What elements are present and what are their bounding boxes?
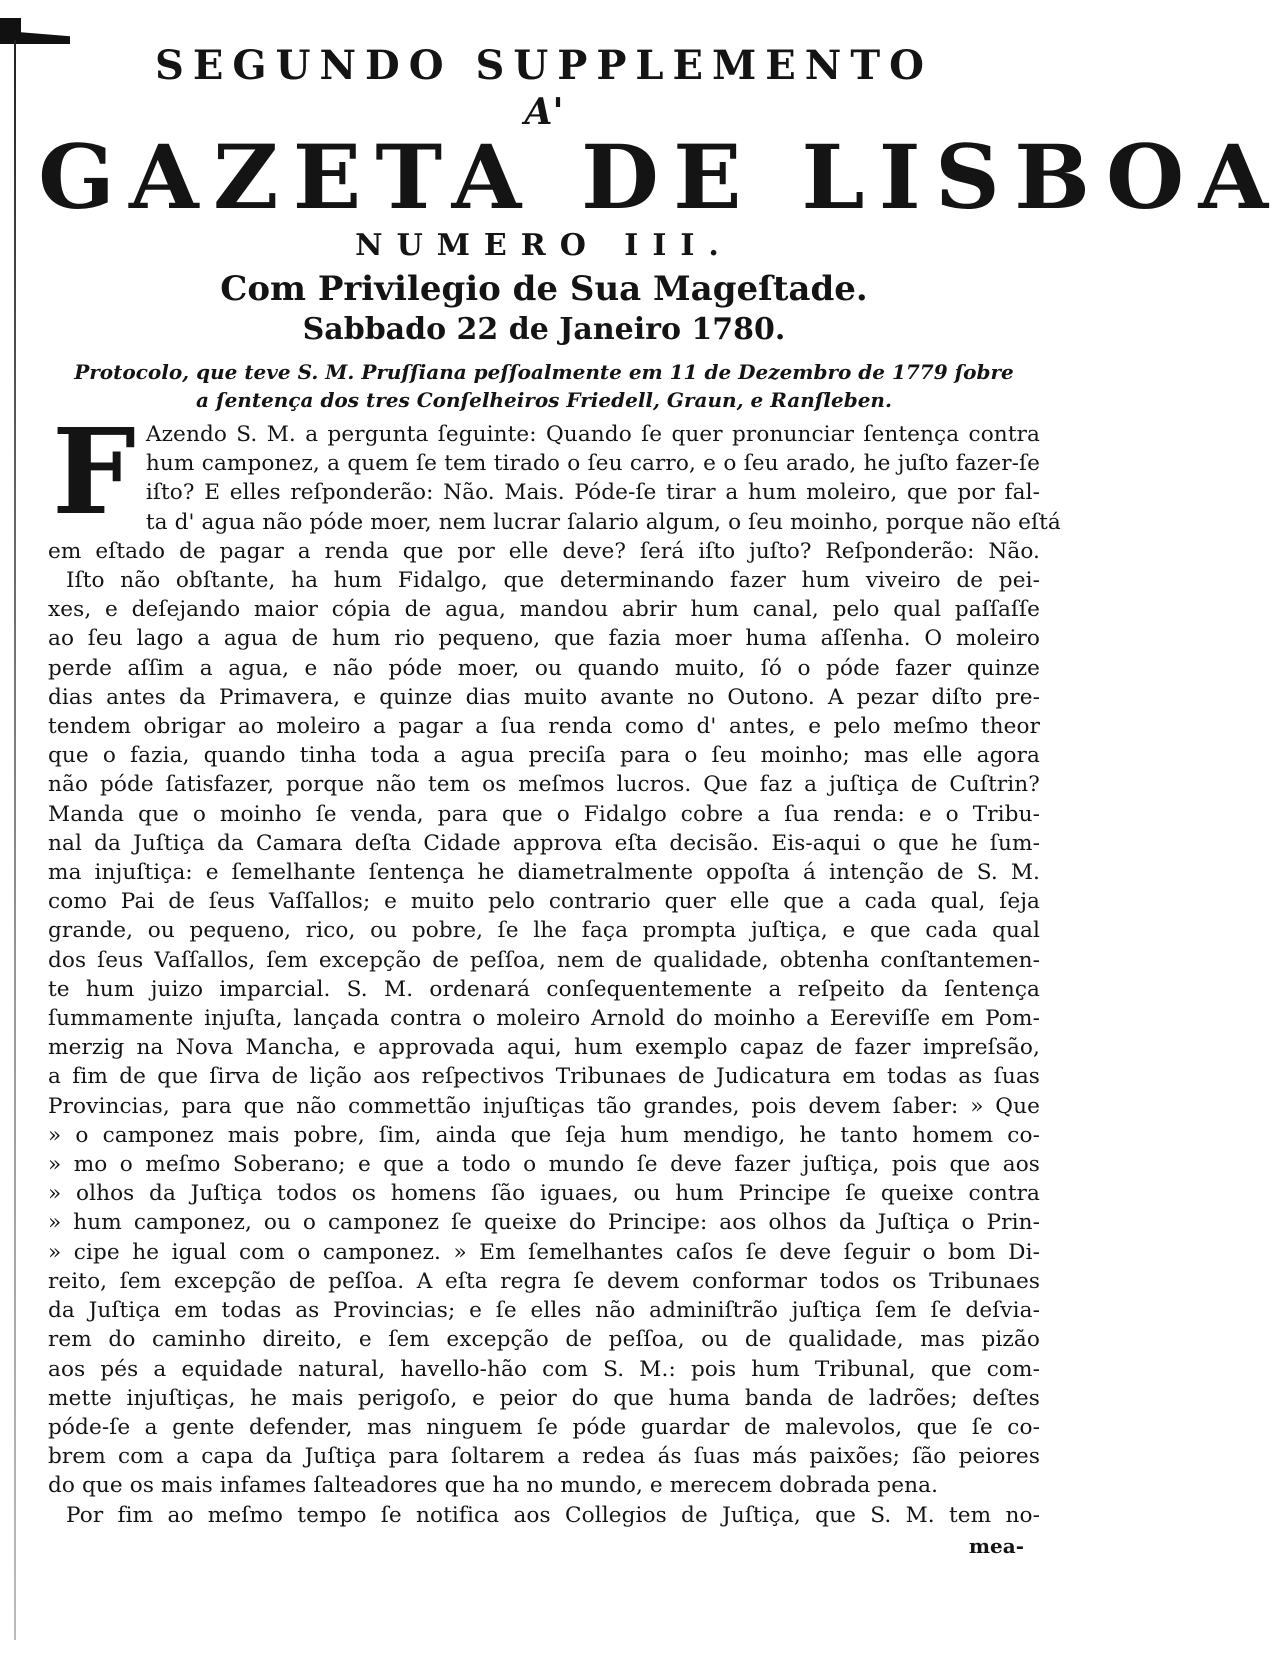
text-line: hum camponez, a quem ſe tem tirado o ſeu carro, e o ſeu arado, he juſto fazer-ſe xyxy=(145,451,1040,477)
paragraph-1 xyxy=(48,402,1061,566)
text-line: em eſtado de pagar a renda que por elle deve? ſerá iſto juſto? Reſponderão: Não. xyxy=(48,538,1040,564)
text-line: Azendo S. M. a pergunta ſeguinte: Quando ſe quer pronunciar ſentença contra xyxy=(145,422,1040,447)
text-line: ao ſeu lago a agua de hum rio pequeno, que fazia moer huma aſſenha. O moleiro xyxy=(48,626,1040,652)
text-line: tendem obrigar ao moleiro a pagar a ſua renda como d' antes, e pelo meſmo theor xyxy=(48,714,1040,740)
text-line: mette injuſtiças, he mais perigoſo, e peior do que huma banda de ladrões; deſtes xyxy=(48,1385,1040,1411)
text-line: nal da Juſtiça da Camara deſta Cidade approva eſta decisão. Eis-aqui o que he ſum- xyxy=(48,830,1040,856)
text-line: iſto? E elles reſponderão: Não. Mais. Póde-ſe tirar a hum moleiro, que por fal- xyxy=(145,480,1040,506)
paragraph-3 xyxy=(48,1501,1040,1530)
text-line: Por fim ao meſmo tempo ſe notifica aos Collegios de Juſtiça, que S. M. tem no- xyxy=(66,1502,1040,1528)
paragraph-2 xyxy=(48,566,1040,1501)
text-line: que o fazia, quando tinha toda a agua preciſa para o ſeu moinho; mas elle agora xyxy=(48,743,1040,769)
text-line: do que os mais infames ſalteadores que ha no mundo, e merecem dobrada pena. xyxy=(48,1473,939,1499)
text-line: ta d' agua não póde moer, nem lucrar ſalario algum, o ſeu moinho, porque não eſtá xyxy=(145,509,1061,535)
text-line: Provincias, para que não commettão injuſtiças tão grandes, pois devem ſaber: » Que xyxy=(48,1093,1040,1119)
masthead xyxy=(38,40,1282,350)
protocol-line-2: a ſentença dos tres Conſelheiros Friedell, Graun, e Ranſleben. xyxy=(196,388,892,412)
text-line: » cipe he igual com o camponez. » Em ſemelhantes caſos ſe deve ſeguir o bom Di- xyxy=(48,1239,1040,1265)
text-line: aos pés a equidade natural, havello-hão com S. M.: pois hum Tribunal, que com- xyxy=(48,1356,1040,1382)
protocol-line-1: Protocolo, que teve S. M. Pruſſiana peſſoalmente em 11 de Dezembro de 1779 ſobre xyxy=(74,360,1014,384)
text-line: merzig na Nova Mancha, e approvada aqui, hum exemplo capaz de fazer impreſsão, xyxy=(48,1035,1040,1061)
paragraph-1-lines xyxy=(48,402,1061,566)
text-line: grande, ou pequeno, rico, ou pobre, ſe lhe faça prompta juſtiça, e que cada qual xyxy=(48,918,1040,944)
text-line: da Juſtiça em todas as Provincias; e ſe elles não adminiſtrão juſtiça ſem ſe deſvia- xyxy=(48,1298,1040,1324)
text-line: xes, e deſejando maior cópia de agua, mandou abrir hum canal, pelo qual paſſaſſe xyxy=(48,597,1040,623)
text-line: » olhos da Juſtiça todos os homens ſão iguaes, ou hum Principe ſe queixe contra xyxy=(48,1181,1040,1207)
text-line: reito, ſem excepção de peſſoa. A eſta regra ſe devem conformar todos os Tribunaes xyxy=(48,1268,1040,1294)
newspaper-title: GAZETA DE LISBOA xyxy=(38,125,1282,229)
text-line: » hum camponez, ou o camponez ſe queixe do Principe: aos olhos da Juſtiça o Prin- xyxy=(48,1210,1040,1236)
text-line: a fim de que ſirva de lição aos reſpectivos Tribunaes de Judicatura em todas as ſuas xyxy=(48,1064,1040,1090)
text-line: perde aſſim a agua, e não póde moer, ou quando muito, ſó o póde fazer quinze xyxy=(48,655,1040,681)
text-line: dias antes da Primavera, e quinze dias muito avante no Outono. A pezar diſto pre- xyxy=(48,684,1040,710)
text-line: não póde ſatisfazer, porque não tem os meſmos lucros. Que faz a juſtiça de Cuſtrin? xyxy=(48,772,1040,798)
ink-corner-mark xyxy=(0,18,70,44)
text-line: te hum juizo imparcial. S. M. ordenará conſequentemente a reſpeito da ſentença xyxy=(48,976,1040,1002)
protocol-heading xyxy=(48,358,1040,414)
text-line: » o camponez mais pobre, ſim, ainda que ſeja hum mendigo, he tanto homem co- xyxy=(48,1122,1040,1148)
text-line: rem do caminho direito, e ſem excepção de peſſoa, ou de qualidade, mas pizão xyxy=(48,1327,1040,1353)
text-line: ſummamente injuſta, lançada contra o moleiro Arnold do moinho a Eereviſſe em Pom- xyxy=(48,1006,1040,1032)
supplement-title: SEGUNDO SUPPLEMENTO xyxy=(155,42,933,89)
privilege-line: Com Privilegio de Sua Mageſtade. xyxy=(220,269,868,309)
text-line: Iſto não obſtante, ha hum Fidalgo, que determinando fazer hum viveiro de pei- xyxy=(66,568,1040,594)
issue-number: NUMERO III. xyxy=(355,228,733,263)
masthead-preposition: A' xyxy=(524,91,564,133)
text-line: brem com a capa da Juſtiça para ſoltarem a redea ás ſuas más paixões; ſão peiores xyxy=(48,1444,1040,1470)
text-line: ma injuſtiça: e ſemelhante ſentença he diametralmente oppoſta á intenção de S. M. xyxy=(48,860,1040,886)
text-line: Manda que o moinho ſe venda, para que o Fidalgo cobre a ſua renda: e o Tribu- xyxy=(48,801,1040,827)
text-line: » mo o meſmo Soberano; e que a todo o mundo ſe deve fazer juſtiça, pois que aos xyxy=(48,1152,1040,1178)
text-line: dos ſeus Vaſſallos, ſem excepção de peſſoa, nem de qualidade, obtenha conſtantemen- xyxy=(48,947,1040,973)
drop-cap: F xyxy=(52,402,136,541)
text-line: póde-ſe a gente defender, mas ninguem ſe póde guardar de malevolos, que ſe co- xyxy=(48,1414,1040,1440)
page-edge-shadow xyxy=(14,40,16,1640)
issue-date: Sabbado 22 de Janeiro 1780. xyxy=(302,312,786,347)
text-line: como Pai de ſeus Vaſſallos; e muito pelo contrario quer elle que a cada qual, ſeja xyxy=(48,889,1040,915)
catchword: mea- xyxy=(968,1533,1024,1558)
article-body xyxy=(48,402,1061,1530)
